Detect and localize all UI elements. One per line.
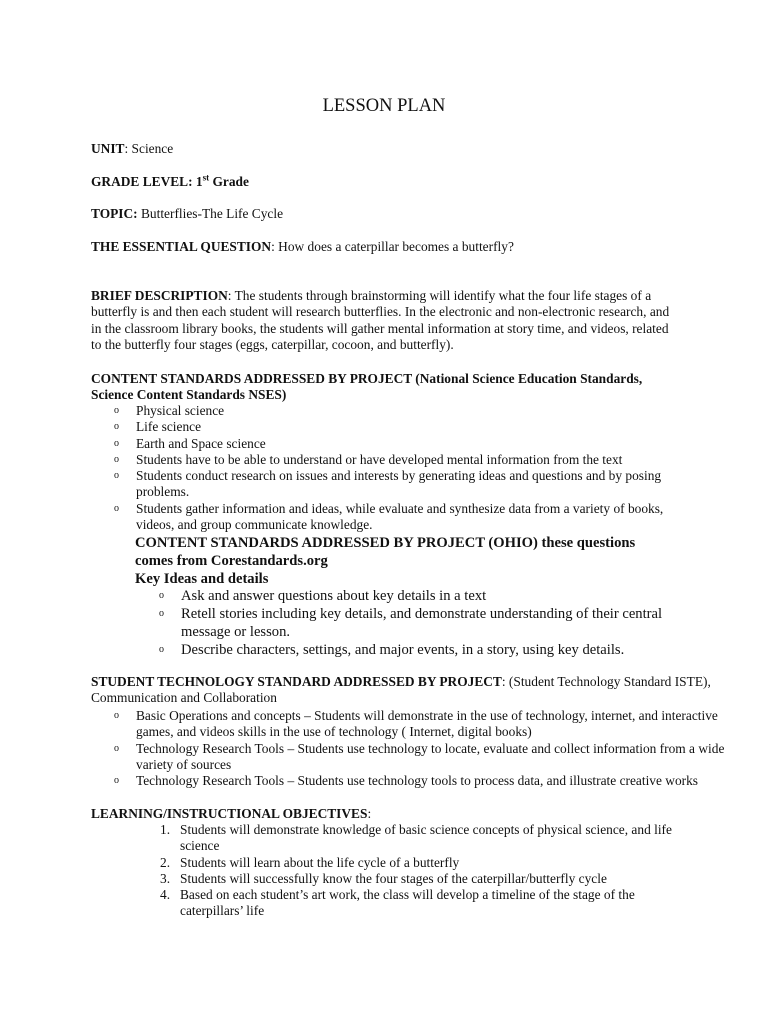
list-item: o Earth and Space science — [114, 435, 266, 451]
list-item: o Physical science — [114, 403, 225, 418]
list-item: 3. Students will successfully know the four stages of the caterpillar/butterfly cycle — [160, 870, 607, 886]
unit-label: UNIT — [91, 141, 125, 156]
technology-standard — [91, 674, 741, 707]
brief-value: : The students through brainstorming will identify what the four life stages of a butterfly is and then each student will research butterflies. In the electronic and non-electronic research, and in the classroom library books, the students will gather mental information at story time, and videos, related to the butterfly four stages (eggs, caterpillar, cocoon, and butterfly). — [91, 288, 670, 352]
brief-label: BRIEF DESCRIPTION — [91, 288, 228, 303]
technology-label: STUDENT TECHNOLOGY STANDARD ADDRESSED BY PROJECT — [91, 674, 502, 689]
list-item: 2. Students will learn about the life cycle of a butterfly — [160, 854, 460, 870]
topic-line — [91, 206, 691, 222]
list-item: o Students gather information and ideas, while evaluate and synthesize data from a variety of books, videos, and group communicate knowledge. — [114, 500, 664, 533]
grade-label: GRADE LEVEL: 1 — [91, 174, 203, 189]
list-item: o Students have to be able to understand or have developed mental information from the text — [114, 451, 623, 467]
objectives-heading — [91, 806, 691, 822]
ohio-subheading: Key Ideas and details — [135, 571, 269, 587]
list-item: o Retell stories including key details, and demonstrate understanding of their central message or lesson. — [159, 606, 663, 640]
list-item: o Technology Research Tools – Students use technology to locate, evaluate and collect information from a wide variety of sources — [114, 740, 725, 772]
list-item: o Describe characters, settings, and major events, in a story, using key details. — [159, 642, 625, 658]
ohio-heading: CONTENT STANDARDS ADDRESSED BY PROJECT (OHIO) these questions comes from Corestandards.org — [135, 535, 636, 569]
technology-list — [114, 708, 746, 789]
objectives-list — [160, 822, 680, 920]
list-item: 4. Based on each student’s art work, the class will develop a timeline of the stage of the caterpillars’ life — [160, 887, 635, 919]
list-item: o Basic Operations and concepts – Students will demonstrate in the use of technology, internet, and interactive games, and videos skills in the use of technology ( Internet, digital books) — [114, 708, 718, 740]
list-item: o Life science — [114, 419, 202, 435]
nses-list — [114, 403, 686, 533]
unit-line — [91, 141, 691, 157]
page-title: LESSON PLAN — [322, 96, 446, 116]
topic-label: TOPIC: — [91, 206, 138, 221]
list-item: o Ask and answer questions about key details in a text — [159, 588, 487, 604]
unit-value: : Science — [124, 141, 174, 156]
objectives-label: LEARNING/INSTRUCTIONAL OBJECTIVES — [91, 806, 368, 821]
list-item: 1. Students will demonstrate knowledge of basic science concepts of physical science, and life science — [160, 822, 672, 854]
list-item: o Students conduct research on issues and interests by generating ideas and questions and by posing problems. — [114, 468, 662, 500]
grade-line — [91, 174, 691, 190]
ohio-list — [159, 587, 699, 659]
technology-value: : (Student Technology Standard ISTE), Communication and Collaboration — [91, 674, 711, 706]
topic-value: Butterflies-The Life Cycle — [137, 206, 284, 221]
grade-sup: st — [202, 172, 210, 183]
brief-description — [91, 288, 681, 353]
list-item: o Technology Research Tools – Students use technology tools to process data, and illustrate creative works — [114, 773, 699, 789]
essential-value: : How does a caterpillar becomes a butterfly? — [271, 239, 514, 254]
nses-heading: CONTENT STANDARDS ADDRESSED BY PROJECT (National Science Education Standards, Science Content Standards NSES) — [91, 371, 643, 403]
grade-suffix: Grade — [209, 174, 249, 189]
essential-question-line — [91, 239, 691, 255]
essential-label: THE ESSENTIAL QUESTION — [91, 239, 272, 254]
objectives-colon: : — [367, 806, 372, 821]
